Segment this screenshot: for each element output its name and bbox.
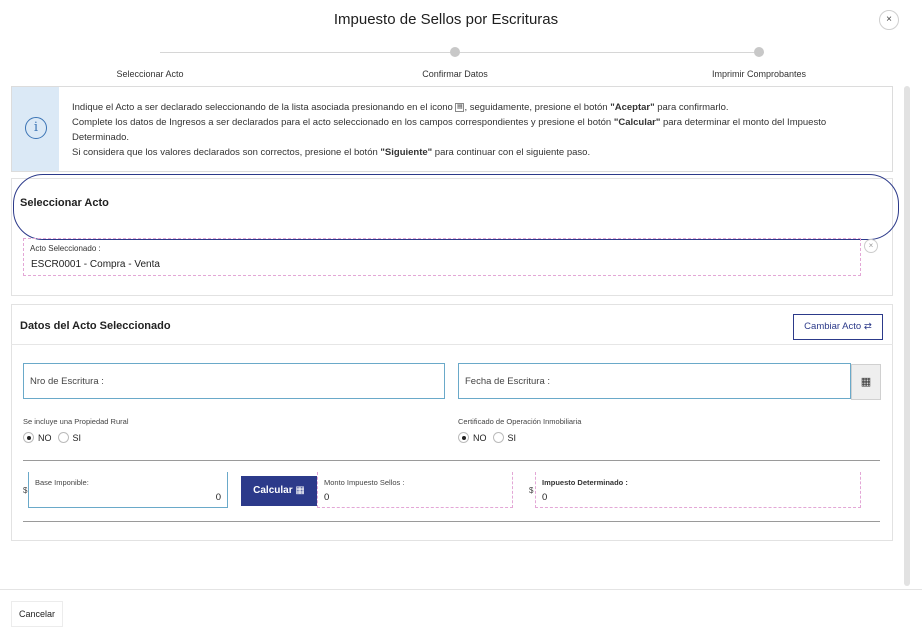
radio-si-label: SI: [507, 432, 517, 443]
cambiar-acto-button[interactable]: [793, 314, 883, 340]
currency-symbol: $: [529, 486, 534, 495]
info-line1-a: Indique el Acto a ser declarado seleccionando de la lista asociada presionando en el icono: [72, 102, 456, 113]
step-label-imprimir: Imprimir Comprobantes: [711, 69, 807, 79]
nro-escritura-placeholder: Nro de Escritura :: [30, 376, 104, 387]
step-label-confirmar: Confirmar Datos: [422, 69, 488, 79]
fecha-escritura-input[interactable]: [458, 363, 851, 399]
calculator-icon: ▦: [295, 485, 305, 496]
certificado-no-radio[interactable]: [458, 432, 469, 443]
acto-seleccionado-label: Acto Seleccionado :: [30, 244, 101, 253]
radio-si-label: SI: [72, 432, 82, 443]
datos-acto-title: Datos del Acto Seleccionado: [20, 320, 171, 332]
step-dot-imprimir: [754, 47, 764, 57]
section-divider-top: [23, 460, 880, 461]
info-line3-a: Si considera que los valores declarados son correctos, presione el botón: [72, 147, 381, 158]
base-imponible-value: 0: [215, 492, 221, 503]
base-imponible-input[interactable]: [28, 472, 228, 508]
cancel-button[interactable]: Cancelar: [11, 601, 63, 627]
close-icon: ×: [886, 14, 892, 25]
calcular-button[interactable]: [241, 476, 317, 506]
currency-symbol: $: [23, 486, 28, 495]
propiedad-rural-si-radio[interactable]: [58, 432, 69, 443]
impuesto-determinado-value: 0: [542, 492, 548, 503]
info-aceptar-keyword: "Aceptar": [610, 102, 655, 113]
acto-clear-icon[interactable]: ×: [864, 239, 878, 253]
fecha-escritura-placeholder: Fecha de Escritura :: [465, 376, 551, 387]
info-line-2: [72, 115, 882, 145]
cambiar-acto-label: Cambiar Acto: [804, 321, 862, 332]
info-line1-c: para confirmarlo.: [654, 102, 729, 113]
content-scroll-area: [11, 86, 893, 586]
nro-escritura-input[interactable]: [23, 363, 445, 399]
acto-seleccionado-value: ESCR0001 - Compra - Venta: [31, 259, 160, 270]
dialog-title: Impuesto de Sellos por Escrituras: [333, 11, 559, 28]
seleccionar-acto-title: Seleccionar Acto: [20, 197, 109, 209]
step-dot-confirmar: [450, 47, 460, 57]
list-icon: ▤: [457, 103, 463, 110]
calendar-icon: ▦: [860, 376, 872, 388]
info-line3-c: para continuar con el siguiente paso.: [432, 147, 591, 158]
step-label-seleccionar: Seleccionar Acto: [116, 69, 184, 79]
swap-icon: ⇄: [863, 321, 872, 332]
radio-no-label: NO: [473, 432, 487, 443]
monto-impuesto-field: [317, 472, 513, 508]
info-siguiente-keyword: "Siguiente": [380, 147, 433, 158]
monto-impuesto-label: Monto Impuesto Sellos :: [324, 478, 405, 487]
info-calcular-keyword: "Calcular": [613, 117, 661, 128]
info-line2-c: para determinar el monto del Impuesto Determinado.: [72, 117, 827, 143]
info-text: [72, 100, 882, 160]
info-box: [11, 86, 893, 172]
base-imponible-label: Base Imponible:: [35, 478, 89, 487]
info-line2-a: Complete los datos de Ingresos a ser declarados para el acto seleccionado en los campos correspondientes y presione el botón: [72, 117, 614, 128]
propiedad-rural-radio-group: [23, 432, 87, 443]
calendar-button[interactable]: [851, 364, 881, 400]
seleccionar-acto-card: [11, 178, 893, 296]
propiedad-rural-label: Se incluye una Propiedad Rural: [23, 417, 129, 426]
scrollbar[interactable]: [904, 86, 910, 586]
impuesto-determinado-label: Impuesto Determinado :: [542, 478, 628, 487]
certificado-label: Certificado de Operación Inmobiliaria: [458, 417, 582, 426]
certificado-si-radio[interactable]: [493, 432, 504, 443]
info-line-3: [72, 145, 882, 160]
datos-divider: [11, 344, 893, 345]
close-button[interactable]: [879, 10, 899, 30]
radio-no-label: NO: [38, 432, 52, 443]
certificado-radio-group: [458, 432, 522, 443]
impuesto-determinado-field: [535, 472, 861, 508]
calcular-label: Calcular: [253, 485, 293, 496]
info-line-1: [72, 100, 882, 115]
section-divider-bottom: [23, 521, 880, 522]
propiedad-rural-no-radio[interactable]: [23, 432, 34, 443]
info-strip: [12, 87, 59, 171]
info-icon: i: [25, 117, 47, 139]
stepper-track: [160, 52, 764, 53]
acto-seleccionado-field[interactable]: [23, 238, 861, 276]
monto-impuesto-value: 0: [324, 492, 330, 503]
footer-divider: [0, 589, 922, 590]
info-line1-b: , seguidamente, presione el botón: [464, 102, 611, 113]
